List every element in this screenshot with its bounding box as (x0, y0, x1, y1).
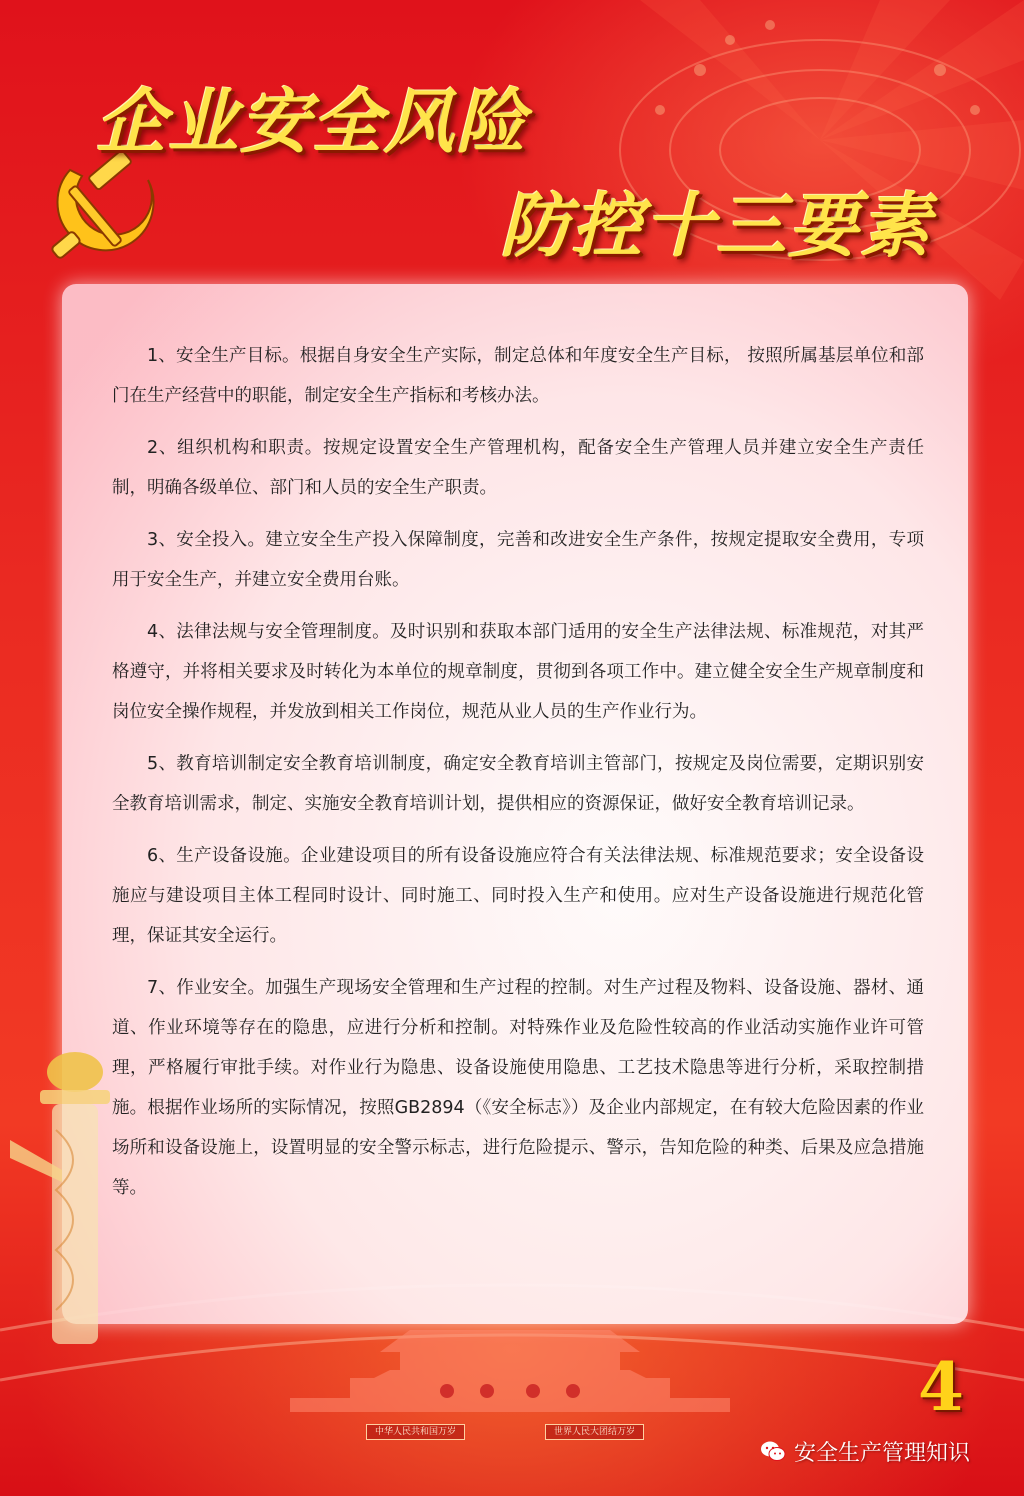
poster-title-line1: 企业安全风险 (96, 81, 528, 163)
wechat-icon (760, 1440, 786, 1462)
paragraph-2: 2、组织机构和职责。按规定设置安全生产管理机构，配备安全生产管理人员并建立安全生产责任制，明确各级单位、部门和人员的安全生产职责。 (112, 438, 924, 498)
content-body (112, 336, 924, 1220)
paragraph-4: 4、法律法规与安全管理制度。及时识别和获取本部门适用的安全生产法律法规、标准规范，对其严格遵守，并将相关要求及时转化为本单位的规章制度，贯彻到各项工作中。建立健全安全生产规章制度和岗位安全操作规程，并发放到相关工作岗位，规范从业人员的生产作业行为。 (112, 622, 924, 722)
poster-title-line2: 防控十三要素 (500, 185, 932, 267)
paragraph-5: 5、教育培训制定安全教育培训制度，确定安全教育培训主管部门，按规定及岗位需要，定期识别安全教育培训需求，制定、实施安全教育培训计划，提供相应的资源保证，做好安全教育培训记录。 (112, 754, 924, 814)
huabiao-pillar-icon (0, 1050, 130, 1350)
tiananmen-gate-icon (290, 1320, 730, 1440)
page-number: 4 (918, 1348, 964, 1426)
paragraph-1: 1、安全生产目标。根据自身安全生产实际，制定总体和年度安全生产目标， 按照所属基层单位和部门在生产经营中的职能，制定安全生产指标和考核办法。 (112, 346, 924, 406)
watermark-text: 安全生产管理知识 (794, 1440, 971, 1466)
paragraph-7: 7、作业安全。加强生产现场安全管理和生产过程的控制。对生产过程及物料、设备设施、器材、通道、作业环境等存在的隐患，应进行分析和控制。对特殊作业及危险性较高的作业活动实施作业许可管理，严格履行审批手续。对作业行为隐患、设备设施使用隐患、工艺技术隐患等进行分析，采取控制措施。根据作业场所的实际情况，按照GB2894（《安全标志》）及企业内部规定，在有较大危险因素的作业场所和设备设施上，设置明显的安全警示标志，进行危险提示、警示，告知危险的种类、后果及应急措施等。 (112, 978, 924, 1198)
watermark (760, 1436, 970, 1466)
slogan-left: 中华人民共和国万岁 (366, 1424, 465, 1440)
slogan-right: 世界人民大团结万岁 (545, 1424, 644, 1440)
paragraph-3: 3、安全投入。建立安全生产投入保障制度，完善和改进安全生产条件，按规定提取安全费用，专项用于安全生产，并建立安全费用台账。 (112, 530, 924, 590)
paragraph-6: 6、生产设备设施。企业建设项目的所有设备设施应符合有关法律法规、标准规范要求；安全设备设施应与建设项目主体工程同时设计、同时施工、同时投入生产和使用。应对生产设备设施进行规范化管理，保证其安全运行。 (112, 846, 924, 946)
